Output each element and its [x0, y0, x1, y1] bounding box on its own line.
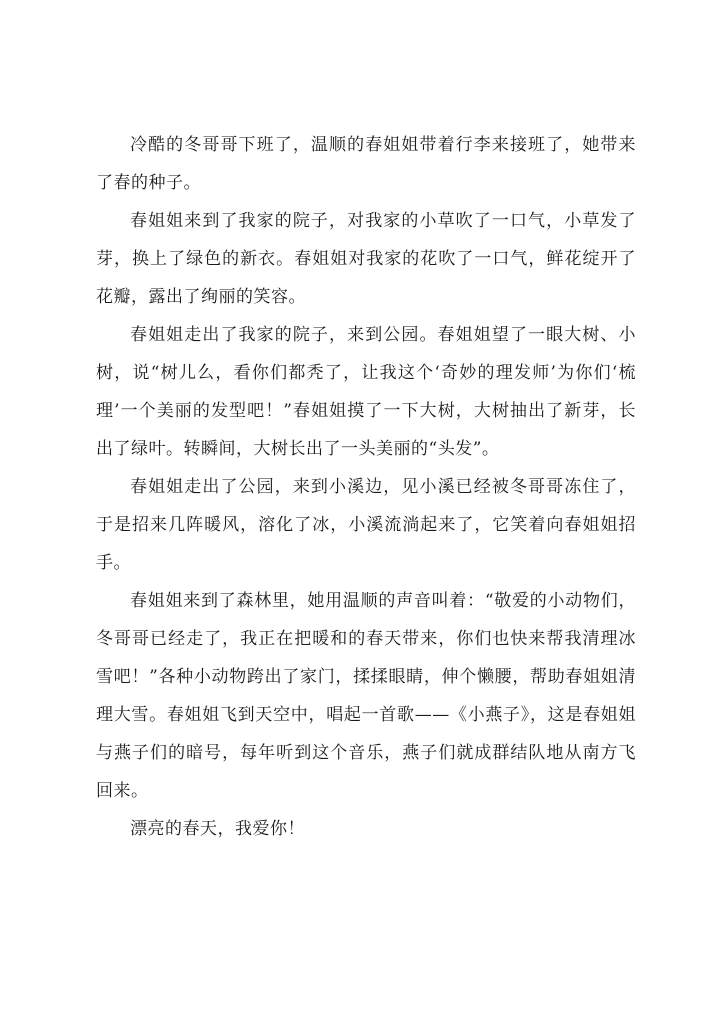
- paragraph-1: 冷酷的冬哥哥下班了，温顺的春姐姐带着行李来接班了，她带来了春的种子。: [96, 135, 636, 193]
- paragraph-3: 春姐姐走出了我家的院子，来到公园。春姐姐望了一眼大树、小树，说“树儿么，看你们都秃了，让我这个‘奇妙的理发师’为你们‘梳理’一个美丽的发型吧！”春姐姐摸了一下大树，大树抽出了新芽，长出了绿叶。转瞬间，大树长出了一头美丽的“头发”。: [96, 325, 636, 459]
- paragraph-6: 漂亮的春天，我爱你！: [130, 819, 305, 839]
- paragraph-4: 春姐姐走出了公园，来到小溪边，见小溪已经被冬哥哥冻住了，于是招来几阵暖风，溶化了冰，小溪流淌起来了，它笑着向春姐姐招手。: [96, 477, 636, 573]
- article-body: [96, 126, 636, 848]
- paragraph-5: 春姐姐来到了森林里，她用温顺的声音叫着：“敬爱的小动物们，冬哥哥已经走了，我正在把暖和的春天带来，你们也快来帮我清理冰雪吧！”各种小动物跨出了家门，揉揉眼睛，伸个懒腰，帮助春姐姐清理大雪。春姐姐飞到天空中，唱起一首歌——《小燕子》，这是春姐姐与燕子们的暗号，每年听到这个音乐，燕子们就成群结队地从南方飞回来。: [96, 591, 636, 801]
- paragraph-2: 春姐姐来到了我家的院子，对我家的小草吹了一口气，小草发了芽，换上了绿色的新衣。春姐姐对我家的花吹了一口气，鲜花绽开了花瓣，露出了绚丽的笑容。: [96, 211, 636, 307]
